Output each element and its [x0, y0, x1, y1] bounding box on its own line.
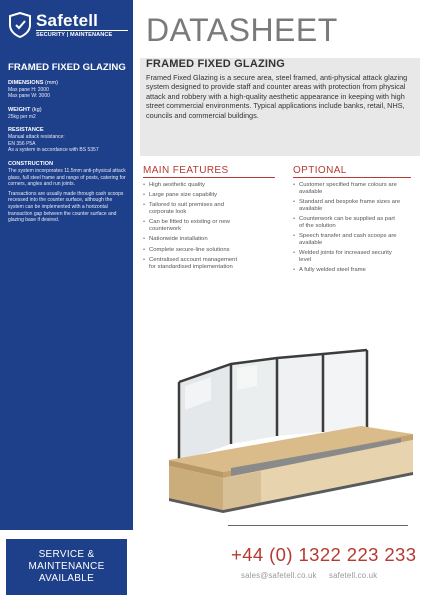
- resistance-line: EN 356 P5A: [8, 140, 36, 147]
- intro-body: Framed Fixed Glazing is a secure area, steel framed, anti-physical attack glazing system designed to provide staff and counter areas with protection from physical attack and robbery with a high-quality aesthetic appearance in keeping with high street commercial environments. Typical applications include banks, retail, NHS, councils and commercial buildings.: [146, 73, 408, 120]
- resistance-line: Manual attack resistance:: [8, 134, 65, 141]
- list-item: • Tailored to suit premises and corporate look: [143, 202, 243, 216]
- intro-title: FRAMED FIXED GLAZING: [146, 58, 286, 70]
- service-banner-box: [6, 539, 127, 595]
- footer-divider: [228, 525, 408, 526]
- list-item: • Speech transfer and cash scoops are available: [293, 233, 418, 247]
- list-item: • A fully welded steel frame: [293, 267, 418, 274]
- construction-paragraph: The system incorporates 11.5mm anti-physical attack glass, full steel frame and range of posts, catering for corners, angles and run joints.: [8, 168, 126, 188]
- sidebar: [0, 0, 133, 600]
- list-item: • Customer specified frame colours are available: [293, 182, 418, 196]
- service-banner: [0, 530, 133, 600]
- contact-links: [241, 571, 377, 580]
- features-list: [143, 182, 283, 274]
- main-content: [133, 0, 425, 600]
- optional-list: [293, 182, 418, 277]
- brand-tagline: SECURITY | MAINTENANCE: [36, 32, 113, 38]
- dimensions-line: Max pane W: 3000: [8, 93, 50, 100]
- brand-name: Safetell: [36, 11, 99, 30]
- list-item: • Large pane size capability: [143, 192, 283, 199]
- optional-heading: OPTIONAL: [293, 165, 411, 178]
- phone-number[interactable]: +44 (0) 1322 223 233: [231, 544, 417, 565]
- list-item: • Welded joints for increased security level: [293, 250, 398, 264]
- resistance-heading: RESISTANCE: [8, 127, 44, 134]
- list-item: • Counterwork can be supplied as part of the solution: [293, 216, 398, 230]
- glass-pane: [277, 354, 323, 436]
- construction-paragraph: Transactions are usually made through cash scoops recessed into the counter surface, although the system can be implemented with a horizontal transaction gap between the counter surface and glazing base if desired.: [8, 190, 124, 224]
- safetell-logo: [8, 10, 128, 46]
- construction-heading: CONSTRUCTION: [8, 161, 54, 168]
- list-item: • Can be fitted to existing or new counterwork: [143, 219, 233, 233]
- service-banner-text: SERVICE & MAINTENANCE AVAILABLE: [28, 549, 105, 584]
- list-item: • High aesthetic quality: [143, 182, 283, 189]
- shield-logo-icon: [8, 12, 32, 38]
- weight-heading: WEIGHT (kg): [8, 106, 42, 113]
- list-item: • Complete secure-line solutions: [143, 247, 283, 254]
- weight-line: 25kg per m2: [8, 113, 36, 120]
- logo-divider: [36, 30, 128, 31]
- resistance-line: As a system in accordance with BS 5357: [8, 147, 99, 154]
- product-illustration: [161, 340, 423, 515]
- dimensions-heading: DIMENSIONS (mm): [8, 79, 59, 86]
- main-features-heading: MAIN FEATURES: [143, 165, 275, 178]
- product-title: FRAMED FIXED GLAZING: [8, 62, 126, 73]
- website-link[interactable]: safetell.co.uk: [329, 571, 378, 580]
- page-title: DATASHEET: [146, 12, 338, 48]
- list-item: • Centralised account management for standardised implementation: [143, 257, 243, 271]
- list-item: • Nationwide installation: [143, 236, 283, 243]
- glass-pane: [323, 350, 367, 432]
- spec-panel: [8, 62, 126, 224]
- dimensions-line: Max pane H: 2000: [8, 86, 49, 93]
- list-item: • Standard and bespoke frame sizes are available: [293, 199, 418, 213]
- email-link[interactable]: sales@safetell.co.uk: [241, 571, 317, 580]
